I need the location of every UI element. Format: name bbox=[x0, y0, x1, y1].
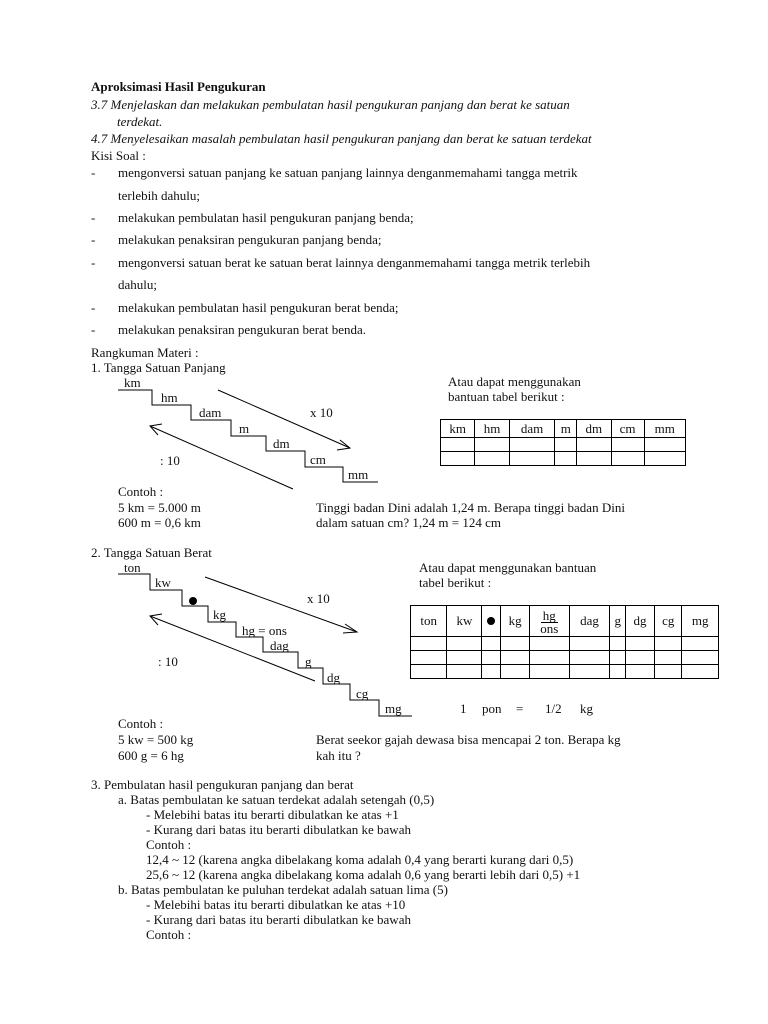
kisi-item: melakukan pembulatan hasil pengukuran panjang benda; bbox=[118, 210, 414, 225]
stair-unit-mm: mm bbox=[348, 467, 369, 482]
stair-unit-ton: ton bbox=[124, 560, 141, 575]
stair-unit-kw: kw bbox=[155, 575, 171, 590]
panjang-arrow-up-head bbox=[150, 424, 162, 435]
table-header-cell: m bbox=[555, 420, 577, 438]
berat-problem-line1: Berat seekor gajah dewasa bisa mencapai 2 ton. Berapa kg bbox=[316, 732, 621, 747]
stair-unit-hg-ons: hg = ons bbox=[242, 623, 287, 638]
pembulatan-heading: 3. Pembulatan hasil pengukuran panjang dan berat bbox=[91, 777, 354, 792]
pembulatan-a-contoh: Contoh : bbox=[146, 837, 192, 852]
table-header-cell: dg bbox=[625, 606, 654, 637]
panjang-problem-line1: Tinggi badan Dini adalah 1,24 m. Berapa tinggi badan Dini bbox=[316, 500, 625, 515]
panjang-contoh-1: 5 km = 5.000 m bbox=[118, 500, 201, 515]
panjang-contoh-2: 600 m = 0,6 km bbox=[118, 515, 201, 530]
table-header-cell: ton bbox=[411, 606, 447, 637]
pembulatan-b-rule1: - Melebihi batas itu berarti dibulatkan ke atas +10 bbox=[146, 897, 406, 912]
kd-3-7-line1: 3.7 Menjelaskan dan melakukan pembulatan hasil pengukuran panjang dan berat ke satuan bbox=[91, 97, 570, 112]
panjang-heading: 1. Tangga Satuan Panjang bbox=[91, 360, 226, 375]
berat-contoh-2: 600 g = 6 hg bbox=[118, 748, 184, 763]
kisi-item-cont: terlebih dahulu; bbox=[118, 188, 200, 203]
panjang-contoh-label: Contoh : bbox=[118, 484, 164, 499]
rangkuman-label: Rangkuman Materi : bbox=[91, 345, 199, 360]
pembulatan-b-contoh: Contoh : bbox=[146, 927, 192, 942]
table-header-cell: g bbox=[610, 606, 626, 637]
stair-unit-dag: dag bbox=[270, 638, 289, 653]
kd-4-7: 4.7 Menyelesaikan masalah pembulatan hasil pengukuran panjang dan berat ke satuan terdekat bbox=[91, 131, 592, 146]
kisi-item: melakukan pembulatan hasil pengukuran berat benda; bbox=[118, 300, 399, 315]
list-dash: - bbox=[91, 322, 96, 337]
pembulatan-a-example1: 12,4 ~ 12 (karena angka dibelakang koma adalah 0,4 yang berarti kurang dari 0,5) bbox=[146, 852, 574, 867]
panjang-problem-line2: dalam satuan cm? 1,24 m = 124 cm bbox=[316, 515, 501, 530]
list-dash: - bbox=[91, 255, 96, 270]
pembulatan-a-rule2: - Kurang dari batas itu berarti dibulatkan ke bawah bbox=[146, 822, 411, 837]
table-header-hg-ons bbox=[530, 606, 569, 637]
stair-unit-kg: kg bbox=[213, 607, 226, 622]
ons-label: ons bbox=[540, 620, 559, 636]
berat-alt-line1: Atau dapat menggunakan bantuan bbox=[419, 560, 597, 575]
table-header-cell: kg bbox=[501, 606, 530, 637]
pon-eq-kg: kg bbox=[580, 701, 593, 716]
kisi-item: mengonversi satuan berat ke satuan berat lainnya denganmemahami tangga metrik terlebih bbox=[118, 255, 591, 270]
berat-arrow-up bbox=[150, 616, 315, 681]
panjang-alt-line1: Atau dapat menggunakan bbox=[448, 374, 581, 389]
pon-eq-half: 1/2 bbox=[545, 701, 562, 716]
table-header-dot-icon bbox=[482, 606, 501, 637]
stair-unit-hm: hm bbox=[161, 390, 178, 405]
kisi-item: mengonversi satuan panjang ke satuan panjang lainnya denganmemahami tangga metrik bbox=[118, 165, 578, 180]
list-dash: - bbox=[91, 232, 96, 247]
kisi-soal-label: Kisi Soal : bbox=[91, 148, 146, 163]
list-dash: - bbox=[91, 165, 96, 180]
berat-alt-line2: tabel berikut : bbox=[419, 575, 492, 590]
table-header-cell: km bbox=[441, 420, 475, 438]
berat-heading: 2. Tangga Satuan Berat bbox=[91, 545, 212, 560]
stair-unit-dam: dam bbox=[199, 405, 222, 420]
pembulatan-a-example2: 25,6 ~ 12 (karena angka dibelakang koma adalah 0,6 yang berarti lebih dari 0,5) +1 bbox=[146, 867, 581, 882]
table-header-cell: hm bbox=[475, 420, 509, 438]
kisi-item-cont: dahulu; bbox=[118, 277, 157, 292]
pembulatan-b: b. Batas pembulatan ke puluhan terdekat adalah satuan lima (5) bbox=[118, 882, 448, 897]
stair-unit-cm: cm bbox=[310, 452, 326, 467]
kisi-item: melakukan penaksiran pengukuran berat benda. bbox=[118, 322, 366, 337]
stair-unit-g: g bbox=[305, 654, 312, 669]
berat-contoh-1: 5 kw = 500 kg bbox=[118, 732, 194, 747]
panjang-alt-line2: bantuan tabel berikut : bbox=[448, 389, 565, 404]
page-title: Aproksimasi Hasil Pengukuran bbox=[91, 79, 266, 94]
pon-eq-pon: pon bbox=[482, 701, 502, 716]
pembulatan-a: a. Batas pembulatan ke satuan terdekat adalah setengah (0,5) bbox=[118, 792, 435, 807]
pembulatan-b-rule2: - Kurang dari batas itu berarti dibulatkan ke bawah bbox=[146, 912, 411, 927]
list-dash: - bbox=[91, 210, 96, 225]
table-header-cell: dm bbox=[577, 420, 611, 438]
pon-eq-1: 1 bbox=[460, 701, 467, 716]
panjang-div-ten: : 10 bbox=[160, 453, 180, 468]
berat-problem-line2: kah itu ? bbox=[316, 748, 361, 763]
berat-unit-table bbox=[410, 605, 719, 679]
stair-unit-m: m bbox=[239, 421, 250, 436]
table-header-cell: dag bbox=[569, 606, 610, 637]
stair-unit-km: km bbox=[124, 375, 141, 390]
table-header-cell: mm bbox=[644, 420, 686, 438]
kisi-item: melakukan penaksiran pengukuran panjang benda; bbox=[118, 232, 382, 247]
berat-div-ten: : 10 bbox=[158, 654, 178, 669]
kd-3-7-line2: terdekat. bbox=[117, 114, 163, 129]
berat-times-ten: x 10 bbox=[307, 591, 330, 606]
table-header-cell: mg bbox=[682, 606, 719, 637]
pembulatan-a-rule1: - Melebihi batas itu berarti dibulatkan ke atas +1 bbox=[146, 807, 399, 822]
stair-unit-cg: cg bbox=[356, 686, 369, 701]
stair-unit-dm: dm bbox=[273, 436, 290, 451]
stair-dot-icon bbox=[189, 593, 197, 608]
berat-arrow-down-head bbox=[343, 624, 357, 633]
panjang-unit-table bbox=[440, 419, 686, 466]
stair-unit-dg: dg bbox=[327, 670, 340, 685]
table-header-cell: cm bbox=[611, 420, 644, 438]
table-header-cell: cg bbox=[654, 606, 681, 637]
table-header-cell: dam bbox=[509, 420, 555, 438]
stair-unit-mg: mg bbox=[385, 701, 402, 716]
panjang-times-ten: x 10 bbox=[310, 405, 333, 420]
berat-contoh-label: Contoh : bbox=[118, 716, 164, 731]
list-dash: - bbox=[91, 300, 96, 315]
table-header-cell: kw bbox=[447, 606, 482, 637]
hg-label: hg bbox=[542, 607, 556, 623]
pon-eq-equals: = bbox=[516, 701, 524, 716]
panjang-stair-line bbox=[118, 390, 378, 482]
